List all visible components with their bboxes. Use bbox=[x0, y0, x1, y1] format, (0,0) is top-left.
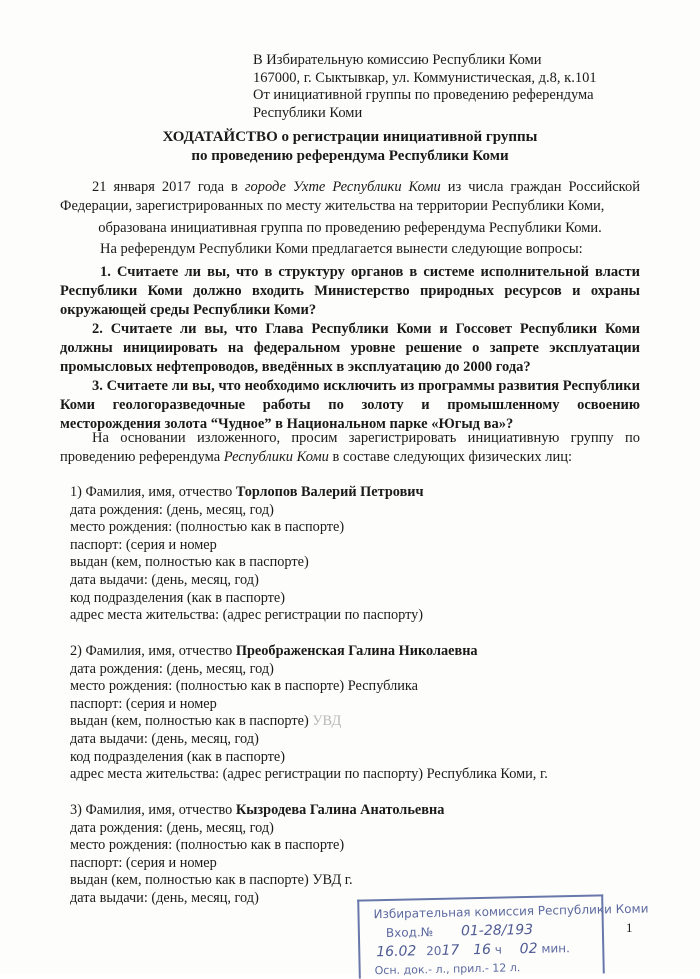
question-2: 2. Считаете ли вы, что Глава Республики Коми и Госсовет Республики Коми должны инициировать на федеральном уровне решение о запрете эксплуатации промысловых нефтепроводов, введённых в эксплуатацию до 2000 года? bbox=[60, 321, 640, 375]
question-1: 1. Считаете ли вы, что в структуру органов в системе исполнительной власти Республики Коми должно входить Министерство природных ресурсов и охраны окружающей среды Республики Коми? bbox=[60, 264, 640, 318]
registration-stamp bbox=[357, 894, 649, 978]
person-number: 2) bbox=[70, 643, 82, 659]
field-label: дата выдачи: (день, месяц, год) bbox=[70, 571, 259, 588]
title-line: по проведению референдума Республики Коми bbox=[191, 148, 509, 164]
stamp-minutes-label: мин. bbox=[541, 941, 571, 956]
stamp-hour-label: ч bbox=[494, 942, 503, 957]
request-text: в составе следующих физических лиц: bbox=[328, 449, 573, 465]
person-name-line bbox=[70, 484, 670, 502]
field-label: дата рождения: (день, месяц, год) bbox=[70, 819, 274, 836]
person-name: Кызродева Галина Анатольевна bbox=[235, 802, 445, 818]
document-title bbox=[80, 128, 620, 166]
title-line: ХОДАТАЙСТВО о регистрации инициативной группы bbox=[162, 129, 538, 145]
intro-text: из числа граждан Российской Федерации, зарегистрированных по месту жительства на территории Республики Коми, bbox=[60, 179, 640, 214]
stamp-date: 16.02 bbox=[376, 943, 417, 961]
stamp-title: Избирательная комиссия Республики Коми bbox=[373, 901, 649, 922]
request-italic: Республики Коми bbox=[223, 449, 329, 465]
intro-paragraph bbox=[60, 178, 640, 216]
field-value: Республика Коми, г. bbox=[426, 766, 548, 783]
addressee-line: Республики Коми bbox=[253, 104, 363, 121]
field-label: Фамилия, имя, отчество bbox=[85, 643, 233, 659]
page-number: 1 bbox=[626, 920, 633, 935]
question-3: 3. Считаете ли вы, что необходимо исключить из программы развития Республики Коми геологоразведочные работы по золоту и промышленному освоению месторождения золота “Чудное” в Национальном парке «Югыд ва»? bbox=[60, 378, 640, 432]
stamp-hours: 16 bbox=[472, 941, 492, 959]
person-entry-2 bbox=[70, 643, 670, 784]
field-label: Фамилия, имя, отчество bbox=[85, 802, 233, 818]
stamp-minutes: 02 bbox=[519, 940, 538, 958]
field-line bbox=[70, 766, 670, 784]
field-value: УВД bbox=[312, 713, 342, 730]
field-label: паспорт: (серия и номер bbox=[70, 695, 217, 712]
addressee-line: 167000, г. Сыктывкар, ул. Коммунистическая, д.8, к.101 bbox=[253, 69, 597, 86]
questions-intro: На референдум Республики Коми предлагается вынести следующие вопросы: bbox=[100, 241, 583, 257]
field-label: место рождения: (полностью как в паспорте) bbox=[70, 519, 345, 536]
person-number: 1) bbox=[70, 484, 82, 500]
field-label: выдан (кем, полностью как в паспорте) bbox=[70, 713, 309, 730]
field-line bbox=[70, 872, 670, 890]
field-label: адрес места жительства: (адрес регистрации по паспорту) bbox=[70, 607, 424, 624]
formed-paragraph: образована инициативная группа по проведению референдума Республики Коми. bbox=[98, 220, 602, 236]
field-label: дата рождения: (день, месяц, год) bbox=[70, 501, 274, 518]
intro-place: городе Ухте Республики Коми bbox=[244, 179, 441, 195]
field-label: место рождения: (полностью как в паспорте) bbox=[70, 678, 345, 695]
addressee-line: В Избирательную комиссию Республики Коми bbox=[253, 52, 542, 68]
stamp-date-row bbox=[376, 941, 570, 960]
person-number: 3) bbox=[70, 802, 82, 818]
field-label: место рождения: (полностью как в паспорте) bbox=[70, 837, 345, 854]
intro-date: 21 января 2017 года в bbox=[92, 179, 245, 195]
person-name-line bbox=[70, 643, 670, 661]
field-label: выдан (кем, полностью как в паспорте) bbox=[70, 554, 309, 571]
person-name: Торлопов Валерий Петрович bbox=[235, 484, 424, 500]
request-paragraph bbox=[60, 429, 640, 467]
person-name: Преображенская Галина Николаевна bbox=[235, 643, 478, 659]
field-label: дата выдачи: (день, месяц, год) bbox=[70, 889, 259, 906]
field-label: код подразделения (как в паспорте) bbox=[70, 748, 286, 765]
request-text: На основании изложенного, просим зарегистрировать инициативную группу по проведению референдума bbox=[60, 430, 640, 465]
field-label: паспорт: (серия и номер bbox=[70, 536, 217, 553]
addressee-line: От инициативной группы по проведению референдума bbox=[253, 87, 594, 103]
field-value: УВД г. bbox=[312, 872, 353, 889]
field-label: код подразделения (как в паспорте) bbox=[70, 589, 286, 606]
field-label: адрес места жительства: (адрес регистрации по паспорту) bbox=[70, 766, 424, 783]
field-label: паспорт: (серия и номер bbox=[70, 854, 217, 871]
person-name-line bbox=[70, 802, 670, 820]
field-label: выдан (кем, полностью как в паспорте) bbox=[70, 872, 309, 889]
person-entry-3 bbox=[70, 802, 670, 908]
stamp-incoming-number: 01-28/193 bbox=[460, 921, 534, 940]
field-label: Фамилия, имя, отчество bbox=[85, 484, 233, 500]
field-label: дата выдачи: (день, месяц, год) bbox=[70, 730, 259, 747]
stamp-attachments: Осн. док.- л., прил.- 12 л. bbox=[374, 961, 521, 978]
stamp-incoming-row bbox=[386, 923, 534, 941]
stamp-year: 17 bbox=[441, 942, 460, 959]
person-entry-1 bbox=[70, 484, 670, 625]
field-value: Республика bbox=[347, 678, 418, 695]
stamp-incoming-label: Вход.№ bbox=[385, 925, 434, 940]
field-label: дата рождения: (день, месяц, год) bbox=[70, 660, 274, 677]
field-line bbox=[70, 678, 670, 696]
field-line bbox=[70, 713, 670, 731]
addressee-block bbox=[253, 52, 673, 122]
stamp-year-prefix: 20 bbox=[426, 943, 442, 959]
